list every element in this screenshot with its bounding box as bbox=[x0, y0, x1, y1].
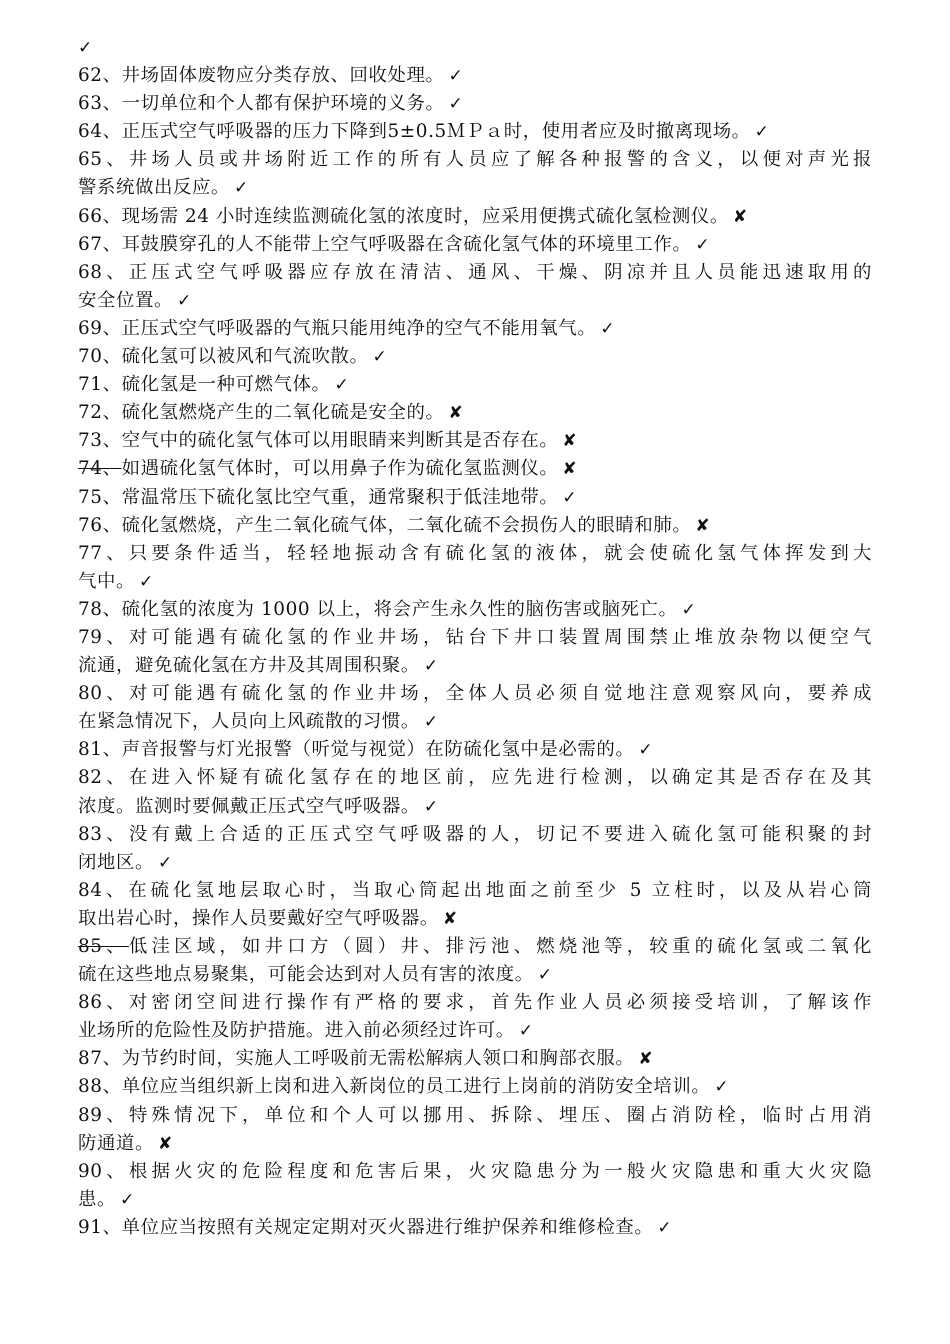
question-text: 正压式空气呼吸器应存放在清洁、通风、干燥、阴凉并且人员能迅速取用的 bbox=[128, 261, 872, 283]
question-text: 现场需 24 小时连续监测硫化氢的浓度时，应采用便携式硫化氢检测仪。 bbox=[121, 205, 729, 227]
question-line bbox=[78, 118, 872, 146]
question-line bbox=[78, 736, 872, 764]
question-text: 根据火灾的危险程度和危害后果，火灾隐患分为一般火灾隐患和重大火灾隐 bbox=[128, 1160, 872, 1182]
question-line bbox=[78, 680, 872, 708]
question-item bbox=[78, 455, 872, 483]
question-text: 单位应当按照有关规定定期对灭火器进行维护保养和维修检查。 bbox=[121, 1216, 654, 1238]
cross-mark: ✘ bbox=[695, 515, 711, 536]
question-item bbox=[78, 118, 872, 146]
question-text: 空气中的硫化氢气体可以用眼睛来判断其是否存在。 bbox=[121, 430, 559, 452]
check-mark: ✓ bbox=[138, 571, 154, 592]
question-item bbox=[78, 484, 872, 512]
question-text: 对可能遇有硫化氢的作业井场，全体人员必须自觉地注意观察风向，要养成 bbox=[128, 683, 872, 705]
question-text: 硫化氢燃烧，产生二氧化硫气体，二氧化硫不会损伤人的眼睛和肺。 bbox=[121, 514, 692, 536]
question-item bbox=[78, 680, 872, 736]
question-line bbox=[78, 540, 872, 568]
question-line bbox=[78, 371, 872, 399]
question-number: 91、 bbox=[78, 1216, 122, 1238]
question-line bbox=[78, 708, 872, 736]
question-line bbox=[78, 203, 872, 231]
question-item bbox=[78, 540, 872, 596]
question-item bbox=[78, 624, 872, 680]
question-text: 气中。 bbox=[78, 570, 135, 592]
question-item bbox=[78, 1214, 872, 1242]
check-mark: ✓ bbox=[562, 487, 578, 508]
question-text: 防通道。 bbox=[78, 1132, 154, 1154]
question-item bbox=[78, 231, 872, 259]
question-line bbox=[78, 652, 872, 680]
question-text: 患。 bbox=[78, 1188, 116, 1210]
question-number: 77、 bbox=[78, 542, 129, 564]
check-mark: ✓ bbox=[681, 599, 697, 620]
question-text: 耳鼓膜穿孔的人不能带上空气呼吸器在含硫化氢气体的环境里工作。 bbox=[121, 233, 692, 255]
question-item bbox=[78, 203, 872, 231]
question-line bbox=[78, 512, 872, 540]
question-text: 硫化氢是一种可燃气体。 bbox=[121, 374, 331, 396]
question-text: 没有戴上合适的正压式空气呼吸器的人，切记不要进入硫化氢可能积聚的封 bbox=[128, 823, 872, 845]
cross-mark: ✘ bbox=[448, 403, 464, 424]
question-line bbox=[78, 1017, 872, 1045]
cross-mark: ✘ bbox=[562, 459, 578, 480]
check-mark: ✓ bbox=[176, 290, 192, 311]
question-line bbox=[78, 933, 872, 961]
question-text: 常温常压下硫化氢比空气重，通常聚积于低洼地带。 bbox=[121, 486, 559, 508]
question-item bbox=[78, 90, 872, 118]
question-text: 硫化氢燃烧产生的二氧化硫是安全的。 bbox=[121, 402, 445, 424]
question-item bbox=[78, 1102, 872, 1158]
question-item bbox=[78, 512, 872, 540]
check-mark: ✓ bbox=[537, 965, 553, 986]
question-number: 73、 bbox=[78, 430, 122, 452]
question-number: 70、 bbox=[78, 346, 122, 368]
question-text: 正压式空气呼吸器的气瓶只能用纯净的空气不能用氧气。 bbox=[121, 317, 597, 339]
question-text: 如遇硫化氢气体时，可以用鼻子作为硫化氢监测仪。 bbox=[121, 458, 559, 480]
check-mark: ✓ bbox=[638, 740, 654, 761]
question-line bbox=[78, 484, 872, 512]
question-text: 业场所的危险性及防护措施。进入前必须经过许可。 bbox=[78, 1020, 515, 1042]
question-line bbox=[78, 1186, 872, 1214]
check-mark: ✓ bbox=[754, 122, 770, 143]
question-line bbox=[78, 1214, 872, 1242]
question-number: 78、 bbox=[78, 598, 122, 620]
question-text: 在进入怀疑有硫化氢存在的地区前，应先进行检测，以确定其是否存在及其 bbox=[128, 767, 872, 789]
question-line bbox=[78, 568, 872, 596]
check-mark: ✓ bbox=[695, 234, 711, 255]
question-line bbox=[78, 961, 872, 989]
question-text: 流通，避免硫化氢在方井及其周围积聚。 bbox=[78, 655, 420, 677]
question-text: 硫在这些地点易聚集，可能会达到对人员有害的浓度。 bbox=[78, 964, 534, 986]
question-number: 86、 bbox=[78, 992, 129, 1014]
cross-mark: ✘ bbox=[562, 431, 578, 452]
check-mark: ✓ bbox=[334, 375, 350, 396]
cross-mark: ✘ bbox=[638, 1049, 654, 1070]
question-text: 安全位置。 bbox=[78, 289, 173, 311]
check-mark: ✓ bbox=[448, 66, 464, 87]
question-line bbox=[78, 287, 872, 315]
question-line bbox=[78, 174, 872, 202]
question-line bbox=[78, 1102, 872, 1130]
question-number: 85、 bbox=[78, 936, 129, 957]
question-text: 井场固体废物应分类存放、回收处理。 bbox=[121, 65, 445, 87]
question-text: 警系统做出反应。 bbox=[78, 177, 230, 199]
question-item bbox=[78, 315, 872, 343]
question-line bbox=[78, 343, 872, 371]
question-number: 63、 bbox=[78, 93, 122, 115]
check-mark: ✓ bbox=[119, 1189, 135, 1210]
question-line bbox=[78, 989, 872, 1017]
question-number: 83、 bbox=[78, 823, 129, 845]
question-text: 取出岩心时，操作人员要戴好空气呼吸器。 bbox=[78, 907, 439, 929]
check-mark: ✓ bbox=[423, 796, 439, 817]
question-text: 只要条件适当，轻轻地振动含有硫化氢的液体，就会使硫化氢气体挥发到大 bbox=[128, 542, 872, 564]
question-item bbox=[78, 146, 872, 202]
question-number: 89、 bbox=[78, 1104, 129, 1126]
question-item bbox=[78, 343, 872, 371]
question-item bbox=[78, 877, 872, 933]
question-line bbox=[78, 1130, 872, 1158]
question-line bbox=[78, 764, 872, 792]
question-item bbox=[78, 736, 872, 764]
check-mark: ✓ bbox=[423, 712, 439, 733]
question-line bbox=[78, 62, 872, 90]
question-text: 正压式空气呼吸器的压力下降到5±0.5ＭＰａ时，使用者应及时撤离现场。 bbox=[121, 121, 751, 143]
question-item bbox=[78, 596, 872, 624]
question-number: 80、 bbox=[78, 683, 129, 705]
question-line bbox=[78, 455, 872, 483]
question-number: 82、 bbox=[78, 767, 129, 789]
cross-mark: ✘ bbox=[732, 206, 748, 227]
question-item bbox=[78, 62, 872, 90]
question-line bbox=[78, 849, 872, 877]
question-line bbox=[78, 399, 872, 427]
question-item bbox=[78, 399, 872, 427]
question-text: 为节约时间，实施人工呼吸前无需松解病人领口和胸部衣服。 bbox=[121, 1048, 635, 1070]
question-item bbox=[78, 933, 872, 989]
check-mark: ✓ bbox=[372, 347, 388, 368]
question-number: 74、 bbox=[78, 458, 122, 480]
question-item bbox=[78, 371, 872, 399]
question-line bbox=[78, 259, 872, 287]
question-line bbox=[78, 146, 872, 174]
question-number: 72、 bbox=[78, 402, 122, 424]
question-line bbox=[78, 821, 872, 849]
question-number: 84、 bbox=[78, 879, 129, 901]
check-mark: ✓ bbox=[448, 94, 464, 115]
question-number: 69、 bbox=[78, 317, 122, 339]
question-line bbox=[78, 90, 872, 118]
check-mark: ✓ bbox=[518, 1021, 534, 1042]
question-item bbox=[78, 427, 872, 455]
question-line bbox=[78, 596, 872, 624]
question-number: 62、 bbox=[78, 65, 122, 87]
question-number: 87、 bbox=[78, 1048, 122, 1070]
question-text: 硫化氢可以被风和气流吹散。 bbox=[121, 346, 369, 368]
question-number: 81、 bbox=[78, 739, 122, 761]
question-line bbox=[78, 315, 872, 343]
question-number: 79、 bbox=[78, 626, 129, 648]
question-text: 一切单位和个人都有保护环境的义务。 bbox=[121, 93, 445, 115]
question-line bbox=[78, 427, 872, 455]
question-text: 在硫化氢地层取心时，当取心筒起出地面之前至少 5 立柱时，以及从岩心筒 bbox=[128, 879, 872, 901]
cross-mark: ✘ bbox=[157, 1133, 173, 1154]
question-text: 单位应当组织新上岗和进入新岗位的员工进行上岗前的消防安全培训。 bbox=[121, 1076, 711, 1098]
check-mark: ✓ bbox=[233, 178, 249, 199]
check-mark: ✓ bbox=[714, 1077, 730, 1098]
question-item bbox=[78, 821, 872, 877]
question-text: 低洼区域，如井口方（圆）井、排污池、燃烧池等，较重的硫化氢或二氧化 bbox=[128, 936, 872, 957]
question-text: 浓度。监测时要佩戴正压式空气呼吸器。 bbox=[78, 795, 420, 817]
question-line bbox=[78, 793, 872, 821]
check-mark: ✓ bbox=[157, 852, 173, 873]
cross-mark: ✘ bbox=[442, 908, 458, 929]
question-text: 对可能遇有硫化氢的作业井场，钻台下井口装置周围禁止堆放杂物以便空气 bbox=[128, 626, 872, 648]
question-text: 声音报警与灯光报警（听觉与视觉）在防硫化氢中是必需的。 bbox=[121, 739, 635, 761]
question-text: 井场人员或井场附近工作的所有人员应了解各种报警的含义，以便对声光报 bbox=[128, 149, 872, 171]
question-number: 90、 bbox=[78, 1160, 129, 1182]
question-item bbox=[78, 1045, 872, 1073]
top-check-mark bbox=[78, 34, 872, 62]
question-number: 68、 bbox=[78, 261, 129, 283]
question-list bbox=[78, 62, 872, 1242]
question-line bbox=[78, 877, 872, 905]
question-line bbox=[78, 905, 872, 933]
question-line bbox=[78, 624, 872, 652]
question-text: 在紧急情况下，人员向上风疏散的习惯。 bbox=[78, 711, 420, 733]
question-item bbox=[78, 1073, 872, 1101]
question-text: 特殊情况下，单位和个人可以挪用、拆除、埋压、圈占消防栓，临时占用消 bbox=[128, 1104, 872, 1126]
question-text: 对密闭空间进行操作有严格的要求，首先作业人员必须接受培训，了解该作 bbox=[128, 992, 872, 1014]
question-line bbox=[78, 231, 872, 259]
check-mark: ✓ bbox=[78, 38, 93, 58]
question-number: 67、 bbox=[78, 233, 122, 255]
question-number: 75、 bbox=[78, 486, 122, 508]
check-mark: ✓ bbox=[657, 1217, 673, 1238]
check-mark: ✓ bbox=[423, 656, 439, 677]
question-text: 硫化氢的浓度为 1000 以上，将会产生永久性的脑伤害或脑死亡。 bbox=[121, 598, 678, 620]
question-text: 闭地区。 bbox=[78, 851, 154, 873]
question-number: 76、 bbox=[78, 514, 122, 536]
question-item bbox=[78, 259, 872, 315]
question-number: 65、 bbox=[78, 149, 129, 171]
question-line bbox=[78, 1073, 872, 1101]
question-number: 64、 bbox=[78, 121, 122, 143]
question-line bbox=[78, 1045, 872, 1073]
question-item bbox=[78, 989, 872, 1045]
question-item bbox=[78, 764, 872, 820]
question-number: 66、 bbox=[78, 205, 122, 227]
question-item bbox=[78, 1158, 872, 1214]
question-number: 71、 bbox=[78, 374, 122, 396]
question-line bbox=[78, 1158, 872, 1186]
check-mark: ✓ bbox=[600, 318, 616, 339]
question-number: 88、 bbox=[78, 1076, 122, 1098]
